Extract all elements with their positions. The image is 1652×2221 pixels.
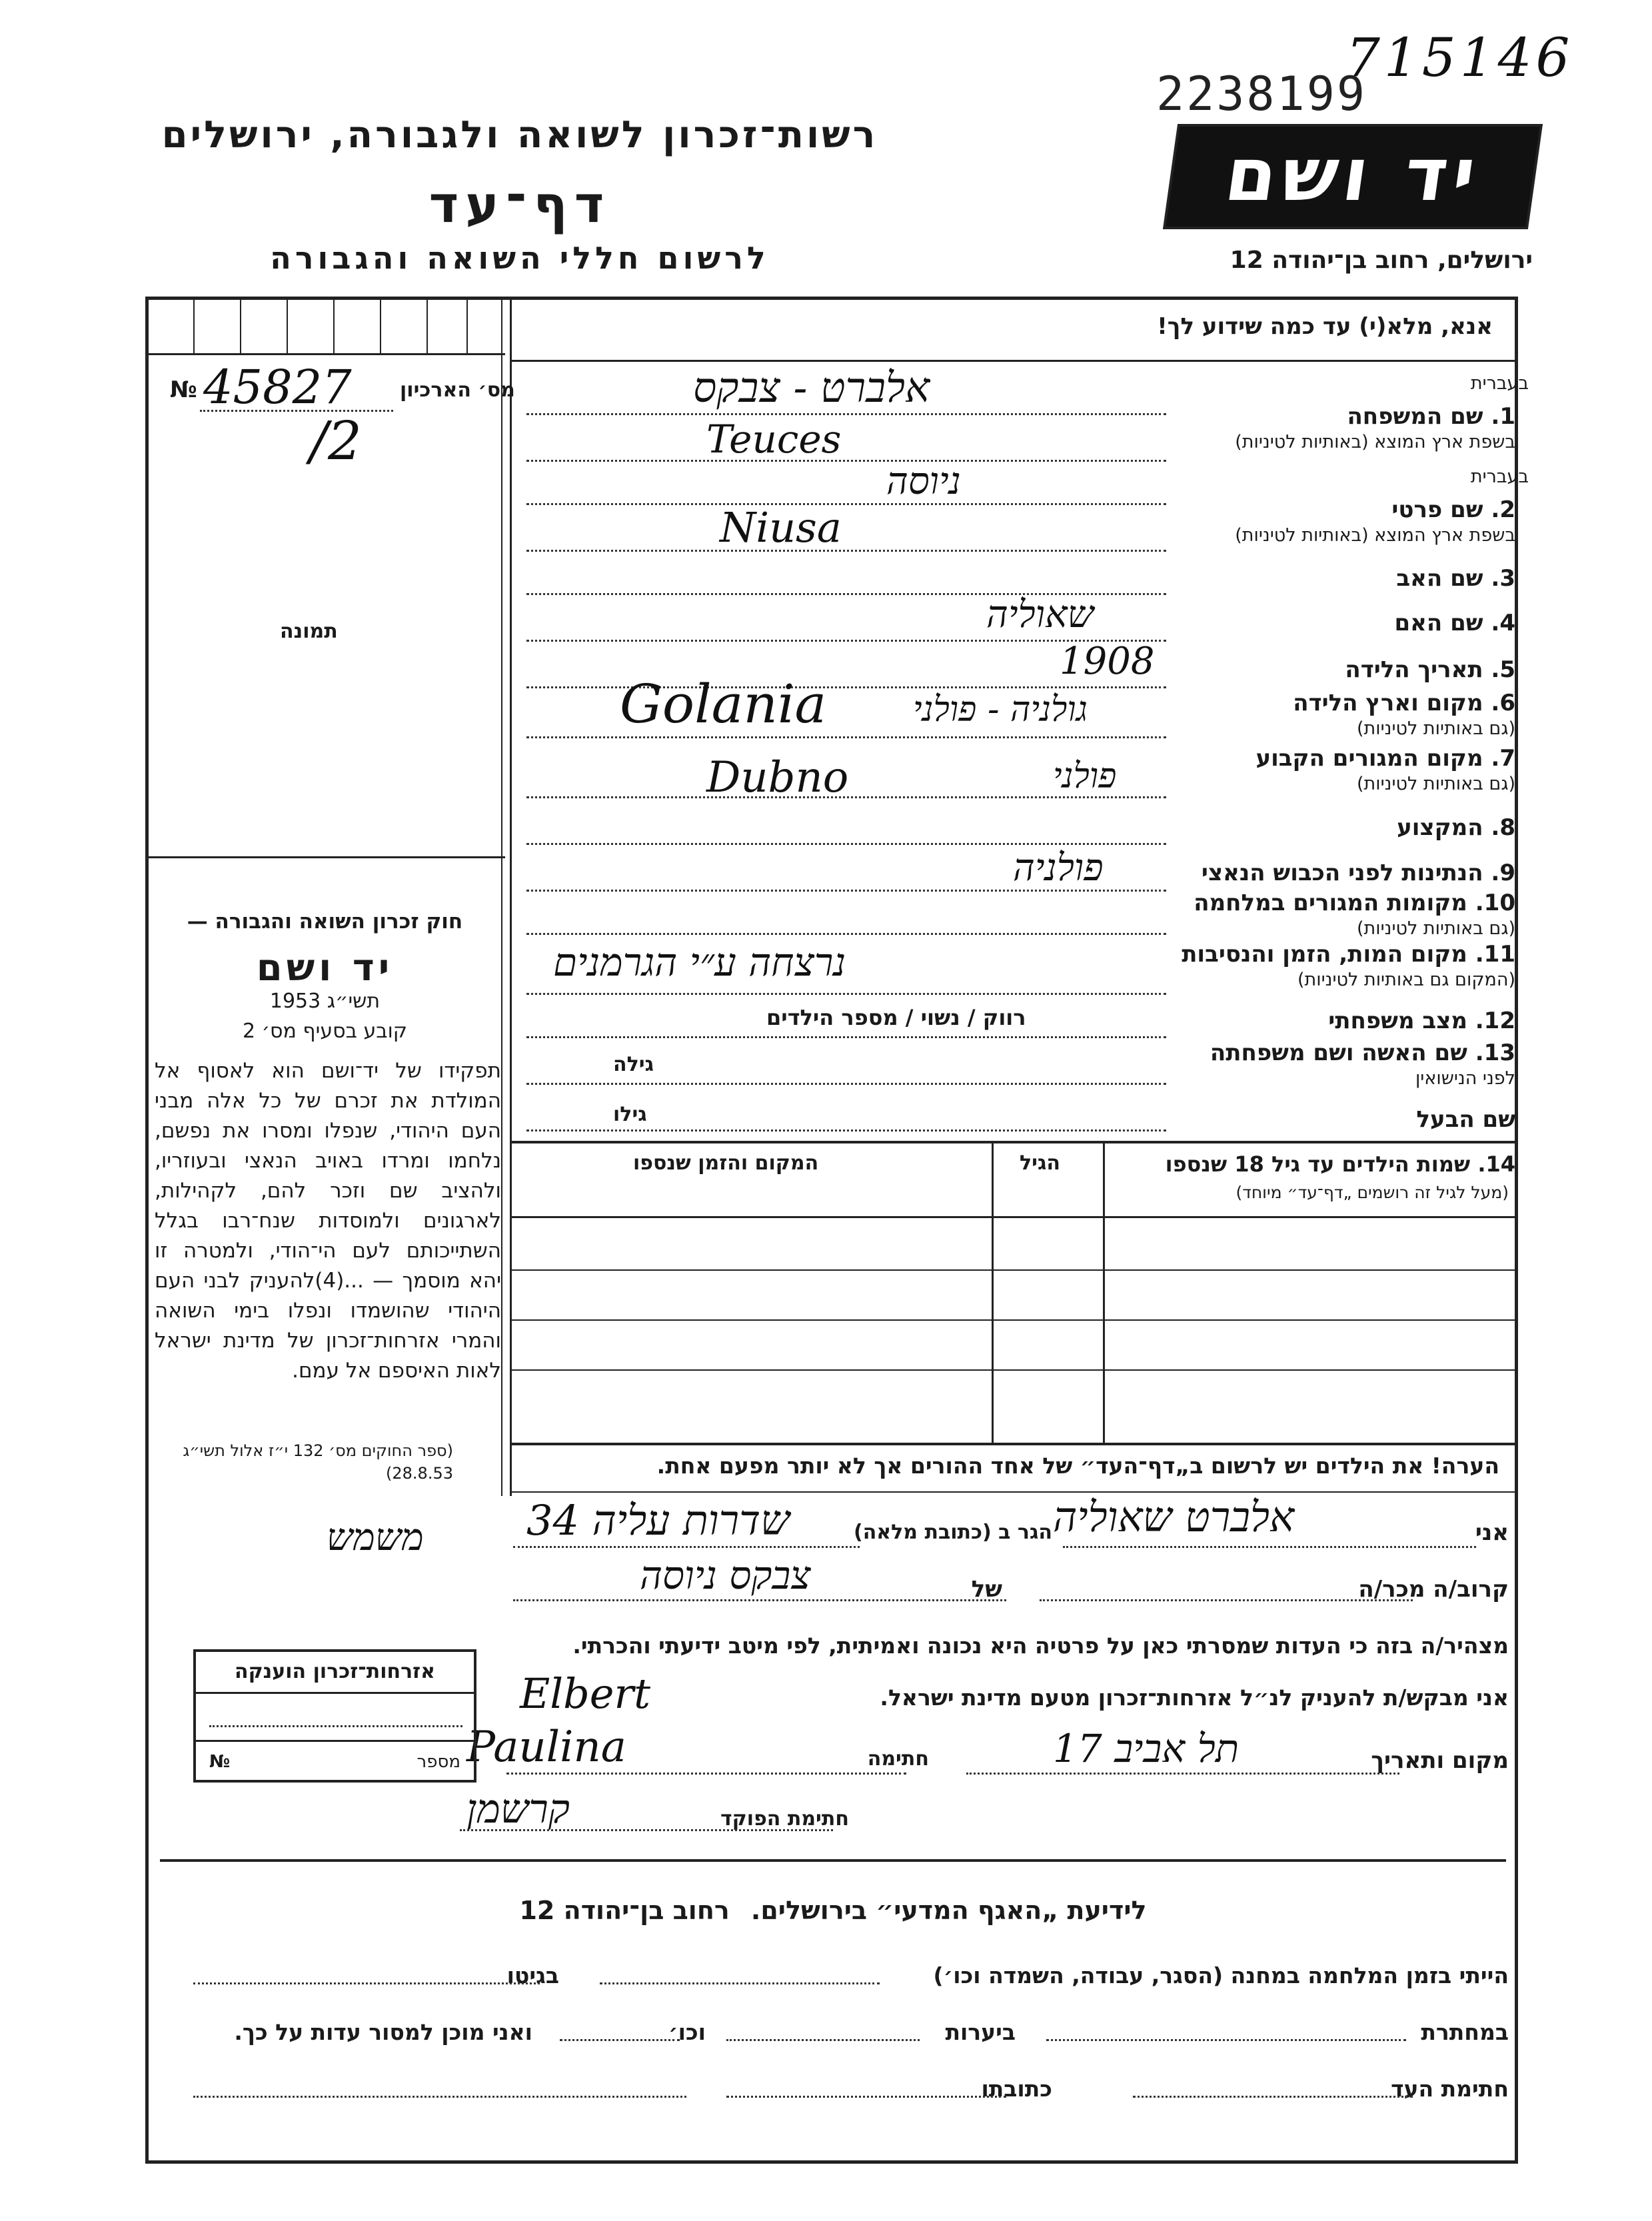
footer-line2-d: ואני מוכן למסור עדות על כך. — [234, 2019, 532, 2045]
f13-sub: לפני הנישואין — [1415, 1068, 1515, 1089]
f13-label: 13. שם האשה ושם משפחתה — [1210, 1040, 1515, 1066]
law-name: יד ושם — [256, 946, 394, 990]
stamp-number: 2238199 — [1156, 67, 1367, 121]
f2-value-he[interactable]: ניוסה — [886, 460, 961, 503]
f2-value-lat[interactable]: Niusa — [720, 503, 842, 552]
f6-value-lat[interactable]: Golania — [620, 673, 827, 735]
f10-label: 10. מקומות המגורים במלחמה — [1194, 890, 1515, 916]
decl-relative-label: קרוב/ה מכר/ה — [1358, 1576, 1509, 1603]
archive-number: 45827 — [203, 360, 352, 414]
f12-label: 12. מצב משפחתי — [1328, 1008, 1515, 1034]
f6-sub: (גם באותיות לטיניות) — [1356, 718, 1515, 739]
law-text: תפקידו של יד־ושם הוא לאסוף אל המולדת את זכרם של כל אלה מבני העם היהודי, שנפלו ומסרו את נפשם, נלחמו ומרדו באויב הנאצי ובעוזריו, ולהציב שם וזכר להם, לקהילות, לארגונים ולמוסדות שנח־רבו בגלל השתייכותם לעם הי־הודי, ולמטרה זו יהא מוסמך — ...(4)להעניק לבני העם היהודי שהושמדו ונפלו בימי השואה והמרי אזרחות־זכרון של מדינת ישראל לאות האיספם אל עמם. — [155, 1059, 501, 1383]
f2-sub: בשפת ארץ המוצא (באותיות לטיניות) — [1235, 525, 1515, 546]
instruction-text: אנא, מלא(י) עד כמה שידוע לך! — [1157, 313, 1493, 340]
f5-label: 5. תאריך הלידה — [1345, 656, 1515, 683]
officer-label: חתימת הפוקד — [720, 1807, 849, 1831]
law-section: קובע בסעיף מס׳ 2 — [242, 1020, 408, 1043]
decl-i-label: אני — [1475, 1519, 1509, 1546]
footer-line2-c: וכו׳ — [668, 2019, 706, 2045]
f4-label: 4. שם האם — [1394, 610, 1515, 636]
husband-label: שם הבעל — [1416, 1106, 1515, 1133]
f7-sub: (גם באותיות לטיניות) — [1356, 774, 1515, 794]
f12-options[interactable]: רווק / נשוי / מספר הילדים — [766, 1005, 1026, 1030]
f6-value-he[interactable]: גולניה - פולני — [913, 690, 1088, 730]
f1-value-he[interactable]: אלברט - צבקס — [693, 363, 930, 412]
authority-name: רשות־זכרון לשואה ולגבורה, ירושלים — [161, 113, 878, 157]
form-subtitle: לרשום חללי השואה והגבורה — [270, 240, 770, 276]
footer-title-bold: לידיעת „האגף המדעי״ בירושלים. — [750, 1896, 1147, 1925]
citizenship-box — [193, 1649, 476, 1783]
f2-label: 2. שם פרטי — [1391, 496, 1515, 523]
note-text: הערה! את הילדים יש לרשום ב„דף־העד״ של אחד ההורים אך לא יותר מפעם אחת. — [656, 1453, 1499, 1479]
law-year: תשי״ג 1953 — [269, 990, 381, 1013]
citizenship-number-label: מספר — [416, 1752, 460, 1772]
archive-no-symbol: № — [170, 376, 197, 403]
decl-of-label: של — [971, 1576, 1002, 1603]
f1-hebrew-word: בעברית — [1470, 373, 1529, 394]
yad-vashem-logo — [1166, 127, 1539, 227]
law-title: חוק זכרון השואה והגבורה — — [187, 910, 463, 934]
place-date-label: מקום ותאריך — [1371, 1747, 1509, 1774]
f6-label: 6. מקום וארץ הלידה — [1293, 690, 1515, 716]
f11-value[interactable]: נרצחה ע״י הגרמנים — [553, 940, 846, 985]
f1-label: 1. שם המשפחה — [1347, 403, 1515, 430]
f2-hebrew-word: בעברית — [1470, 466, 1529, 487]
form-title: דף־עד — [428, 175, 611, 234]
footer-line3-b: כתובתו — [981, 2076, 1052, 2102]
decl-request: אני מבקש/ת להעניק לנ״ל אזרחות־זכרון מטעם מדינת ישראל. — [880, 1685, 1509, 1711]
f9-label: 9. הנתינות לפני הכבוש הנאצי — [1201, 860, 1515, 886]
f13-age-label: גילה — [613, 1053, 654, 1076]
footer-title-address: רחוב בן־יהודה 12 — [519, 1896, 730, 1925]
law-reference: (ספר החוקים מס׳ 132 י״ז אלול תשי״ג 28.8.53) — [183, 1441, 453, 1483]
f1-value-lat[interactable]: Teuces — [706, 416, 842, 462]
f4-value[interactable]: שאוליה — [986, 593, 1094, 636]
archive-suffix: /2 — [310, 410, 362, 472]
f7-value-he[interactable]: פולני — [1053, 756, 1117, 796]
place-date-value[interactable]: תל אביב 17 — [1053, 1726, 1239, 1771]
footer-line3-a: חתימת העד — [1391, 2076, 1509, 2102]
handwritten-reference: 715146 — [1346, 27, 1574, 89]
f14-label: 14. שמות הילדים עד גיל 18 שנספו — [1165, 1151, 1515, 1177]
f11-sub: (המקום גם באותיות לטיניות) — [1297, 970, 1515, 990]
f8-label: 8. המקצוע — [1397, 814, 1515, 841]
decl-of-value[interactable]: צבקס ניוסה — [640, 1553, 811, 1598]
signature-label: חתימה — [867, 1747, 929, 1771]
f7-value-lat[interactable]: Dubno — [706, 753, 849, 802]
footer-line2-b: ביערות — [945, 2019, 1016, 2045]
decl-statement: מצהיר/ה בזה כי העדות שמסרתי כאן על פרטיה היא נכונה ואמיתית, לפי מיטב ידיעתי והכרתי. — [572, 1633, 1509, 1659]
footer-line1-a: הייתי בזמן המלחמה במחנה (הסגר, עבודה, השמדה וכו׳) — [933, 1962, 1509, 1988]
footer-title — [160, 1896, 1506, 1925]
footer-line2-a: במחתרת — [1421, 2019, 1509, 2045]
decl-resides-value[interactable]: שדרות עליה 34 — [526, 1496, 790, 1545]
logo-text: יד ושם — [1220, 132, 1486, 217]
f14-sub: (מעל לגיל זה רושמים „דף־עד״ מיוחד) — [1236, 1183, 1509, 1202]
officer-value[interactable]: קרשמן — [466, 1786, 570, 1833]
f3-label: 3. שם האב — [1396, 565, 1515, 592]
decl-resides-label: הגר ב (כתובת מלאה) — [853, 1521, 1052, 1544]
archive-label: מס׳ הארכיון — [400, 378, 515, 402]
col-place-time: המקום והזמן שנספו — [633, 1151, 819, 1175]
decl-sig-top: Elbert — [520, 1669, 651, 1718]
col-age: הגיל — [1020, 1151, 1060, 1175]
address: ירושלים, רחוב בן־יהודה 12 — [1230, 247, 1533, 274]
f5-value[interactable]: 1908 — [1060, 640, 1155, 683]
f7-label: 7. מקום המגורים הקבוע — [1255, 745, 1515, 772]
photo-label: תמונה — [280, 620, 338, 643]
citizenship-number-symbol: № — [209, 1752, 231, 1772]
citizenship-title: אזרחות־זכרון הוענקה — [234, 1660, 436, 1683]
signature-value[interactable]: Paulina — [466, 1723, 626, 1772]
margin-note: משמש — [327, 1516, 424, 1559]
f1-sub: בשפת ארץ המוצא (באותיות לטיניות) — [1235, 432, 1515, 452]
decl-i-value[interactable]: אלברט שאוליה — [1053, 1493, 1295, 1541]
f10-sub: (גם באותיות לטיניות) — [1356, 918, 1515, 939]
footer-line1-b: בגיטו — [506, 1962, 559, 1988]
husband-age-label: גילו — [613, 1103, 647, 1126]
f11-label: 11. מקום המות, הזמן והנסיבות — [1182, 941, 1515, 968]
f9-value[interactable]: פולניה — [1013, 846, 1104, 890]
